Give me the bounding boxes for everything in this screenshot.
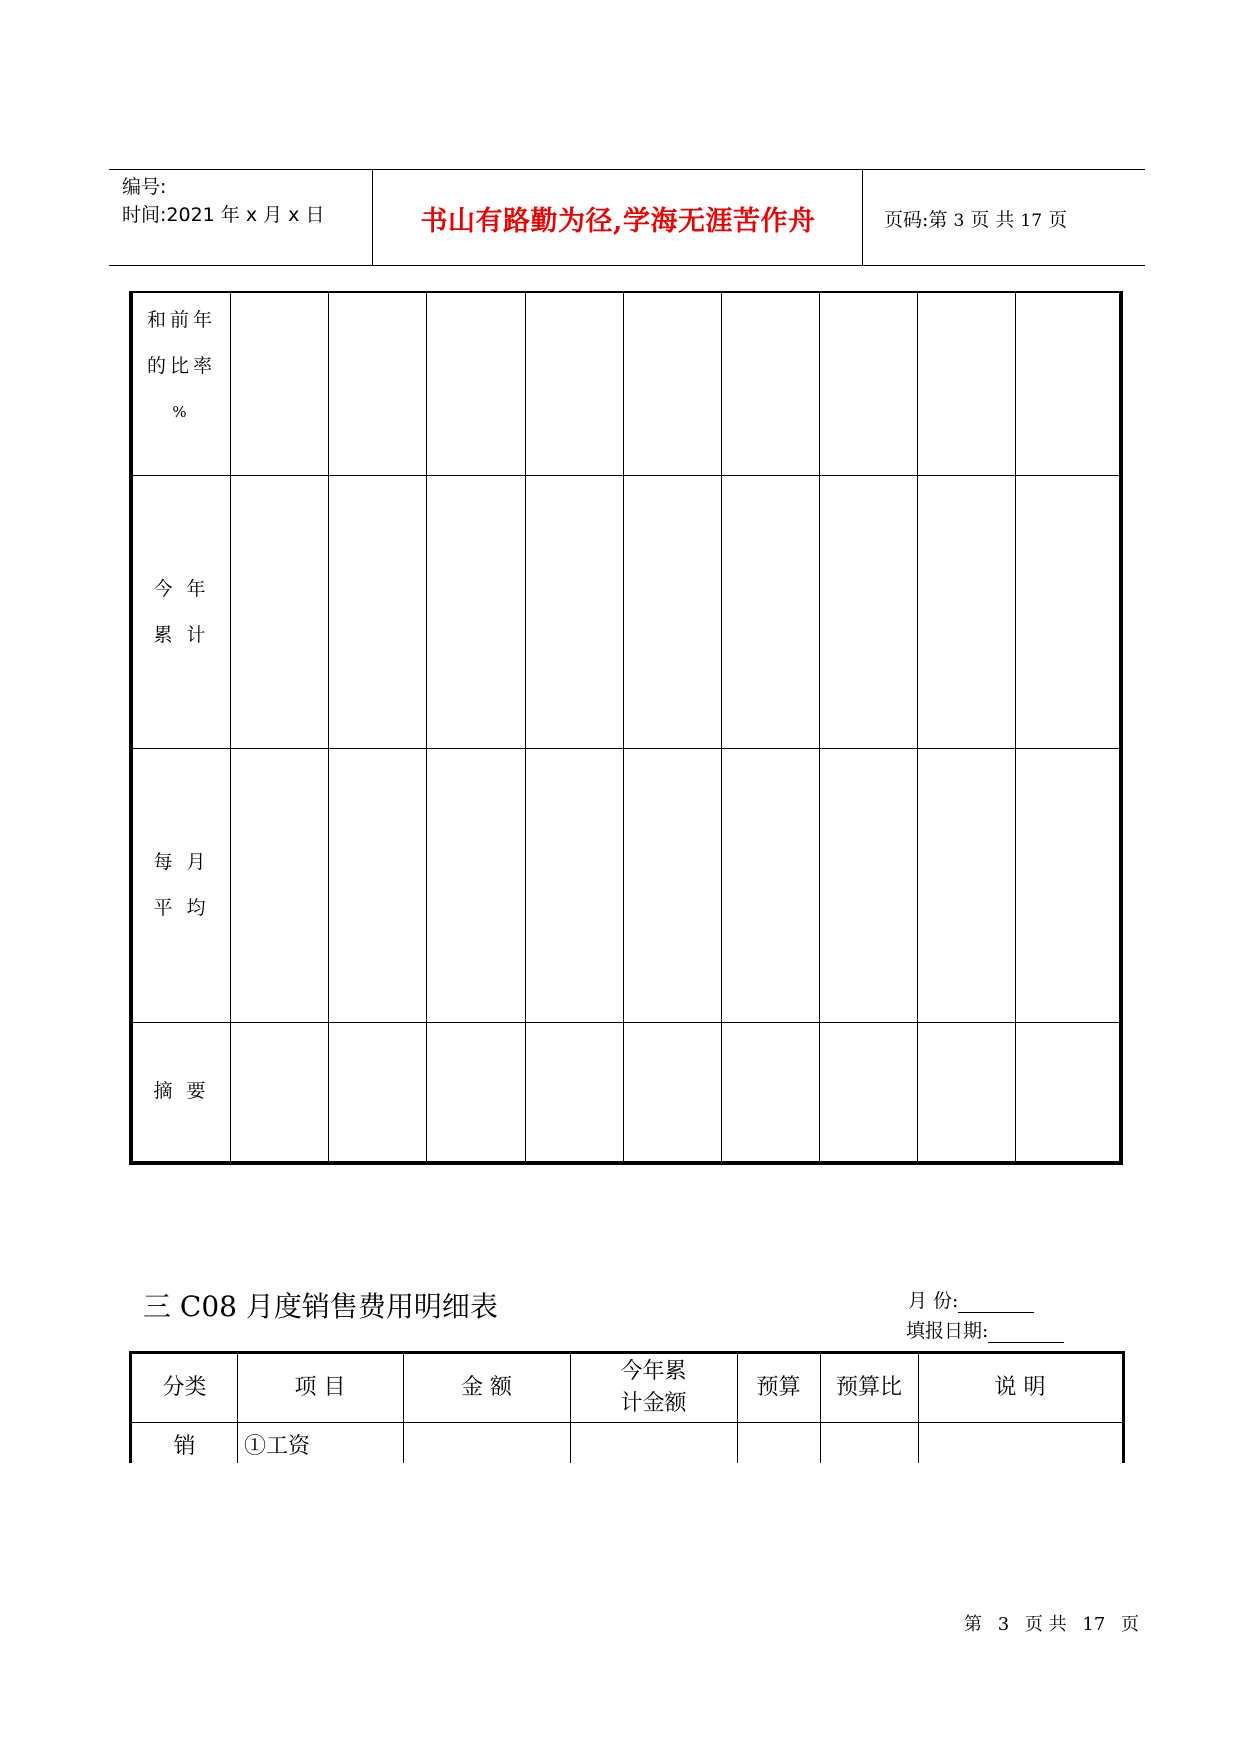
- row-item-cell: ①工资: [244, 1433, 311, 1459]
- number-label: 编号:: [122, 176, 167, 198]
- grid-column-line: [917, 293, 918, 1161]
- grid-column-line: [525, 293, 526, 1161]
- table-header-cell: 预算比: [835, 1375, 902, 1400]
- footer-mid: 页 共: [1024, 1614, 1067, 1635]
- grid-column-line: [230, 293, 231, 1161]
- grid-row-label-line: 摘 要: [153, 1079, 210, 1102]
- monthly-grid-table: [129, 291, 1123, 1165]
- table-header-cell: 分类: [162, 1375, 207, 1400]
- document-header: [109, 169, 1145, 266]
- page-mid: 页 共: [970, 209, 1015, 231]
- grid-column-line: [1015, 293, 1016, 1161]
- grid-column-line: [623, 293, 624, 1161]
- table-header-cell: 预算: [756, 1375, 801, 1400]
- page-suffix: 页: [1048, 209, 1068, 231]
- fill-date-label: 填报日期:: [906, 1320, 989, 1342]
- grid-row-label-line: 平 均: [153, 897, 210, 919]
- header-motto-cell: [374, 170, 863, 265]
- page-total: 17: [1020, 211, 1043, 231]
- footer-total: 17: [1082, 1614, 1106, 1635]
- time-label: 时间:2021 年 x 月 x 日: [122, 204, 325, 226]
- grid-row-label-line: 和前年: [146, 309, 216, 331]
- footer-prefix: 第: [964, 1614, 982, 1635]
- table-header-cell: 金 额: [461, 1375, 512, 1400]
- header-meta-cell: [109, 170, 373, 265]
- grid-column-line: [426, 293, 427, 1161]
- grid-column-line: [721, 293, 722, 1161]
- grid-row-label: [133, 1068, 230, 1114]
- motto-text: 书山有路勤为径,学海无涯苦作舟: [420, 206, 816, 237]
- grid-row-label: [133, 297, 230, 435]
- footer-current: 3: [997, 1614, 1010, 1635]
- month-blank[interactable]: [958, 1292, 1034, 1313]
- table-header-cell: 今年累 计金额: [620, 1359, 687, 1416]
- grid-row-label-line: 每 月: [153, 851, 210, 873]
- month-field: [908, 1286, 1034, 1313]
- grid-row-line: [133, 475, 1119, 476]
- table-header-cell: 项 目: [294, 1375, 346, 1400]
- grid-column-line: [328, 293, 329, 1161]
- grid-row-line: [133, 748, 1119, 749]
- section-title: 三 C08 月度销售费用明细表: [143, 1290, 498, 1323]
- table-header-cell: 说 明: [994, 1375, 1046, 1400]
- page-prefix: 页码:第: [884, 209, 948, 231]
- page-indicator: [884, 205, 1067, 232]
- grid-row-label-line: %: [172, 403, 191, 421]
- grid-row-label: [133, 566, 230, 658]
- grid-row-label-line: 累 计: [153, 623, 210, 646]
- row-category-cell: 销: [173, 1433, 196, 1459]
- footer-suffix: 页: [1121, 1614, 1140, 1635]
- page-footer: [964, 1610, 1139, 1636]
- month-label: 月 份:: [908, 1290, 959, 1312]
- sales-expense-table: [129, 1351, 1125, 1463]
- grid-row-label-line: 今 年: [153, 577, 210, 600]
- page-current: 3: [953, 211, 965, 231]
- header-page-cell: [864, 170, 1145, 265]
- fill-date-field: [906, 1316, 1064, 1343]
- grid-column-line: [819, 293, 820, 1161]
- grid-row-line: [133, 1022, 1119, 1023]
- fill-date-blank[interactable]: [988, 1322, 1064, 1343]
- grid-row-label: [133, 839, 230, 931]
- grid-row-label-line: 的比率: [146, 355, 216, 377]
